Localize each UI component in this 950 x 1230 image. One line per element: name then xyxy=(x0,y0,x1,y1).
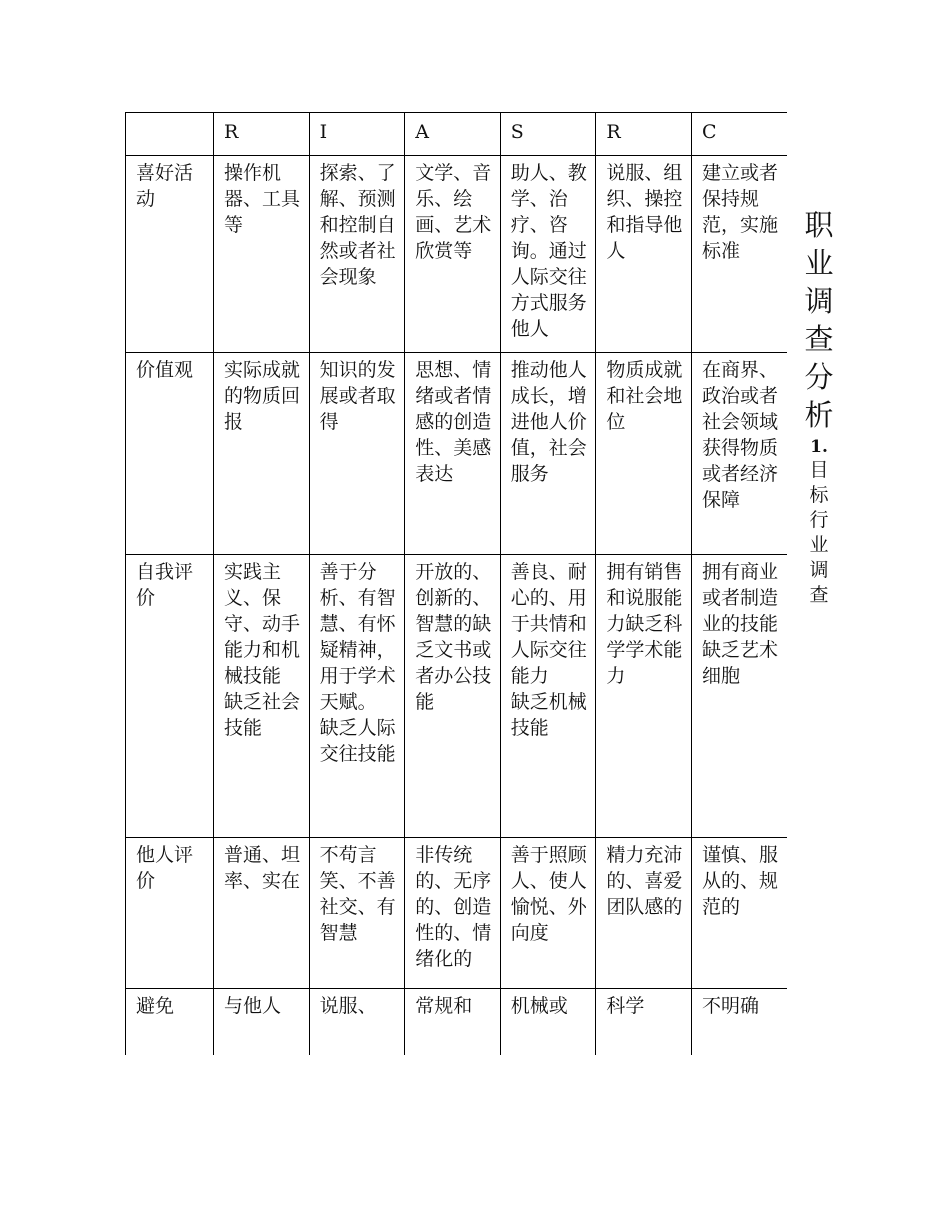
side-char: 分 xyxy=(804,360,834,394)
table-cell: 善于照顾人、使人愉悦、外向度 xyxy=(500,838,596,989)
table-cell: 物质成就和社会地位 xyxy=(596,353,692,555)
table-row xyxy=(126,353,788,555)
table-cell: 开放的、创新的、智慧的缺乏文书或者办公技能 xyxy=(405,555,501,838)
table-cell: 在商界、政治或者社会领域获得物质或者经济保障 xyxy=(691,353,787,555)
row-label: 他人评价 xyxy=(126,838,214,989)
table-cell: 推动他人成长，增进他人价值，社会服务 xyxy=(500,353,596,555)
table-cell: 拥有商业或者制造业的技能缺乏艺术细胞 xyxy=(691,555,787,838)
table-row xyxy=(126,838,788,989)
table-cell: 谨慎、服从的、规范的 xyxy=(691,838,787,989)
side-char: 职 xyxy=(804,208,834,242)
side-number: 1. xyxy=(810,437,828,457)
header-cell: S xyxy=(500,113,596,156)
header-cell: I xyxy=(309,113,405,156)
row-label: 价值观 xyxy=(126,353,214,555)
side-char: 查 xyxy=(809,584,829,606)
side-char: 行 xyxy=(809,509,829,531)
side-char: 目 xyxy=(809,459,829,481)
side-subtitle xyxy=(802,458,836,608)
side-heading xyxy=(802,206,836,608)
side-char: 析 xyxy=(804,398,834,432)
table-cell: 建立或者保持规范，实施标准 xyxy=(691,156,787,353)
table-cell: 助人、教学、治疗、咨询。通过人际交往方式服务他人 xyxy=(500,156,596,353)
table-cell: 普通、坦率、实在 xyxy=(214,838,310,989)
side-char: 业 xyxy=(809,534,829,556)
table-cell: 非传统的、无序的、创造性的、情绪化的 xyxy=(405,838,501,989)
table-cell: 实践主义、保守、动手能力和机械技能 缺乏社会技能 xyxy=(214,555,310,838)
table-cell: 知识的发展或者取得 xyxy=(309,353,405,555)
table-cell: 与他人 xyxy=(214,989,310,1056)
table-cell: 文学、音乐、绘画、艺术欣赏等 xyxy=(405,156,501,353)
header-cell: R xyxy=(596,113,692,156)
side-title xyxy=(802,206,836,434)
side-char: 业 xyxy=(804,246,834,280)
table-cell: 实际成就的物质回报 xyxy=(214,353,310,555)
header-cell: R xyxy=(214,113,310,156)
table-row xyxy=(126,989,788,1056)
table-header-row xyxy=(126,113,788,156)
career-analysis-table xyxy=(125,112,787,1055)
row-label: 避免 xyxy=(126,989,214,1056)
table-cell: 说服、 xyxy=(309,989,405,1056)
table-cell: 常规和 xyxy=(405,989,501,1056)
side-char: 调 xyxy=(809,559,829,581)
header-cell-corner xyxy=(126,113,214,156)
table-cell: 探索、了解、预测和控制自然或者社会现象 xyxy=(309,156,405,353)
side-char: 调 xyxy=(804,284,834,318)
side-char: 标 xyxy=(809,484,829,506)
table-cell: 操作机器、工具等 xyxy=(214,156,310,353)
header-cell: C xyxy=(691,113,787,156)
table-cell: 精力充沛的、喜爱团队感的 xyxy=(596,838,692,989)
table-cell: 善于分析、有智慧、有怀疑精神，用于学术天赋。 缺乏人际交往技能 xyxy=(309,555,405,838)
career-table-wrapper xyxy=(125,112,787,1118)
table-cell: 科学 xyxy=(596,989,692,1056)
table-cell: 思想、情绪或者情感的创造性、美感表达 xyxy=(405,353,501,555)
table-row xyxy=(126,555,788,838)
side-char: 查 xyxy=(804,322,834,356)
table-cell: 不苟言笑、不善社交、有智慧 xyxy=(309,838,405,989)
table-cell: 机械或 xyxy=(500,989,596,1056)
table-row xyxy=(126,156,788,353)
table-cell: 不明确 xyxy=(691,989,787,1056)
table-cell: 善良、耐心的、用于共情和人际交往能力 缺乏机械技能 xyxy=(500,555,596,838)
table-body xyxy=(126,113,788,1056)
table-cell: 拥有销售和说服能力缺乏科学学术能力 xyxy=(596,555,692,838)
table-cell: 说服、组织、操控和指导他人 xyxy=(596,156,692,353)
row-label: 喜好活动 xyxy=(126,156,214,353)
row-label: 自我评价 xyxy=(126,555,214,838)
header-cell: A xyxy=(405,113,501,156)
